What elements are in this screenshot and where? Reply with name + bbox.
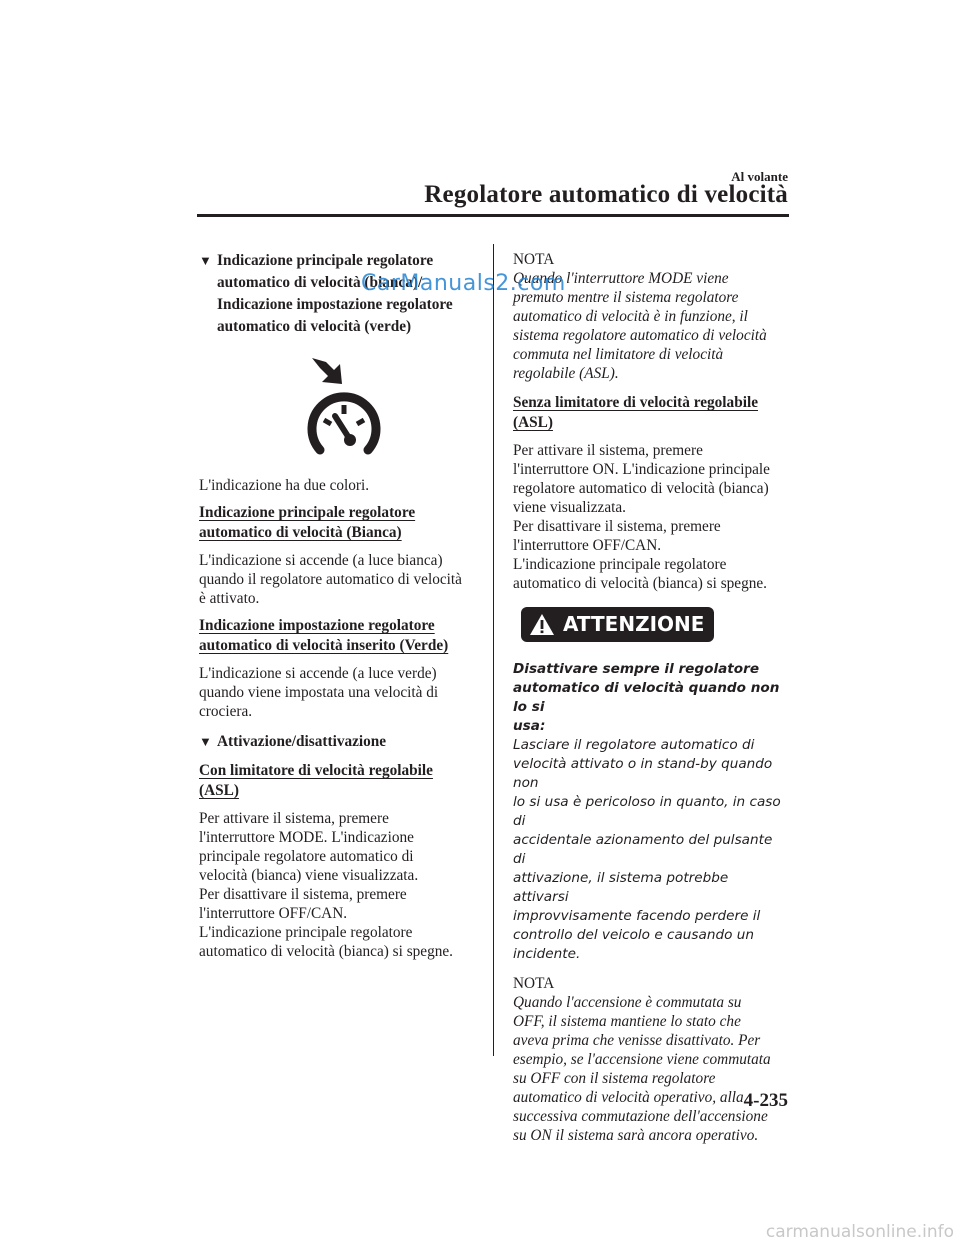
paragraph-without-asl: Per attivare il sistema, premere l'interruttore ON. L'indicazione principale regolatore automatico di velocità (bianca) viene visualizzata. Per disattivare il sistema, premere l'interruttore OFF/CAN. L'indicazione principale regolatore automatico di velocità (bianca) si spegne. — [513, 442, 770, 592]
heading-line: automatico di velocità (verde) — [217, 318, 412, 335]
subheading-white: Indicazione principale regolatore automatico di velocità (Bianca) — [199, 504, 416, 541]
paragraph-white: L'indicazione si accende (a luce bianca) quando il regolatore automatico di velocità è attivato. — [199, 552, 462, 607]
note-title: NOTA — [513, 975, 555, 992]
heading-activation: ▼ Attivazione/disattivazione — [199, 731, 471, 753]
cruise-control-indicator-icon — [217, 358, 471, 456]
subheading-with-asl: Con limitatore di velocità regolabile (ASL) — [199, 762, 433, 799]
header-rule — [197, 214, 789, 217]
watermark-bottom: carmanualsonline.info — [765, 1222, 954, 1242]
watermark-top: CarManuals2.com — [361, 271, 566, 296]
right-column — [513, 250, 785, 1145]
subheading-green: Indicazione impostazione regolatore automatico di velocità inserito (Verde) — [199, 617, 449, 654]
paragraph-green: L'indicazione si accende (a luce verde) quando viene impostata una velocità di crociera. — [199, 665, 439, 720]
warning-badge — [521, 607, 714, 642]
column-divider — [493, 244, 494, 1056]
paragraph-colors: L'indicazione ha due colori. — [199, 477, 370, 494]
page-number: 4-235 — [743, 1090, 788, 1111]
note-ignition: Quando l'accensione è commutata su OFF, il sistema mantiene lo stato che aveva prima che venisse disattivato. Per esempio, se l'accensione viene commutata su OFF con il sistema regolatore automatico di velocità operativo, alla successiva commutazione dell'accensione su ON il sistema sarà ancora operativo. — [513, 994, 771, 1144]
heading-line: Indicazione impostazione regolatore — [217, 296, 453, 313]
warning-label: ATTENZIONE — [563, 612, 705, 636]
heading-line: Indicazione principale regolatore — [217, 252, 434, 269]
paragraph-with-asl: Per attivare il sistema, premere l'interruttore MODE. L'indicazione principale regolatore automatico di velocità (bianca) viene visualizzata. Per disattivare il sistema, premere l'interruttore OFF/CAN. L'indicazione principale regolatore automatico di velocità (bianca) si spegne. — [199, 810, 454, 960]
warning-triangle-icon — [529, 613, 555, 636]
section-label: Al volante — [731, 169, 788, 184]
left-column — [199, 250, 471, 961]
triangle-bullet-icon: ▼ — [199, 253, 212, 268]
subheading-without-asl: Senza limitatore di velocità regolabile (ASL) — [513, 394, 758, 431]
heading-line: automatico di velocità (bianca)/ — [217, 274, 423, 291]
warning-text: Disattivare sempre il regolatore automatico di velocità quando non lo si usa: Lasciare il regolatore automatico di velocità attivato o in stand-by quando non lo si usa è pericoloso in quanto, in caso di accidentale azionamento del pulsante di attivazione, il sistema potrebbe attivarsi improvvisamente facendo perdere il controllo del veicolo e causando un incidente. — [513, 661, 781, 962]
triangle-bullet-icon: ▼ — [199, 734, 212, 749]
page-title: Regolatore automatico di velocità — [424, 181, 788, 208]
note-title: NOTA — [513, 251, 555, 268]
note-mode-switch: Quando l'interruttore MODE viene premuto mentre il sistema regolatore automatico di velocità è in funzione, il sistema regolatore automatico di velocità commuta nel limitatore di velocità regolabile (ASL). — [513, 270, 767, 382]
